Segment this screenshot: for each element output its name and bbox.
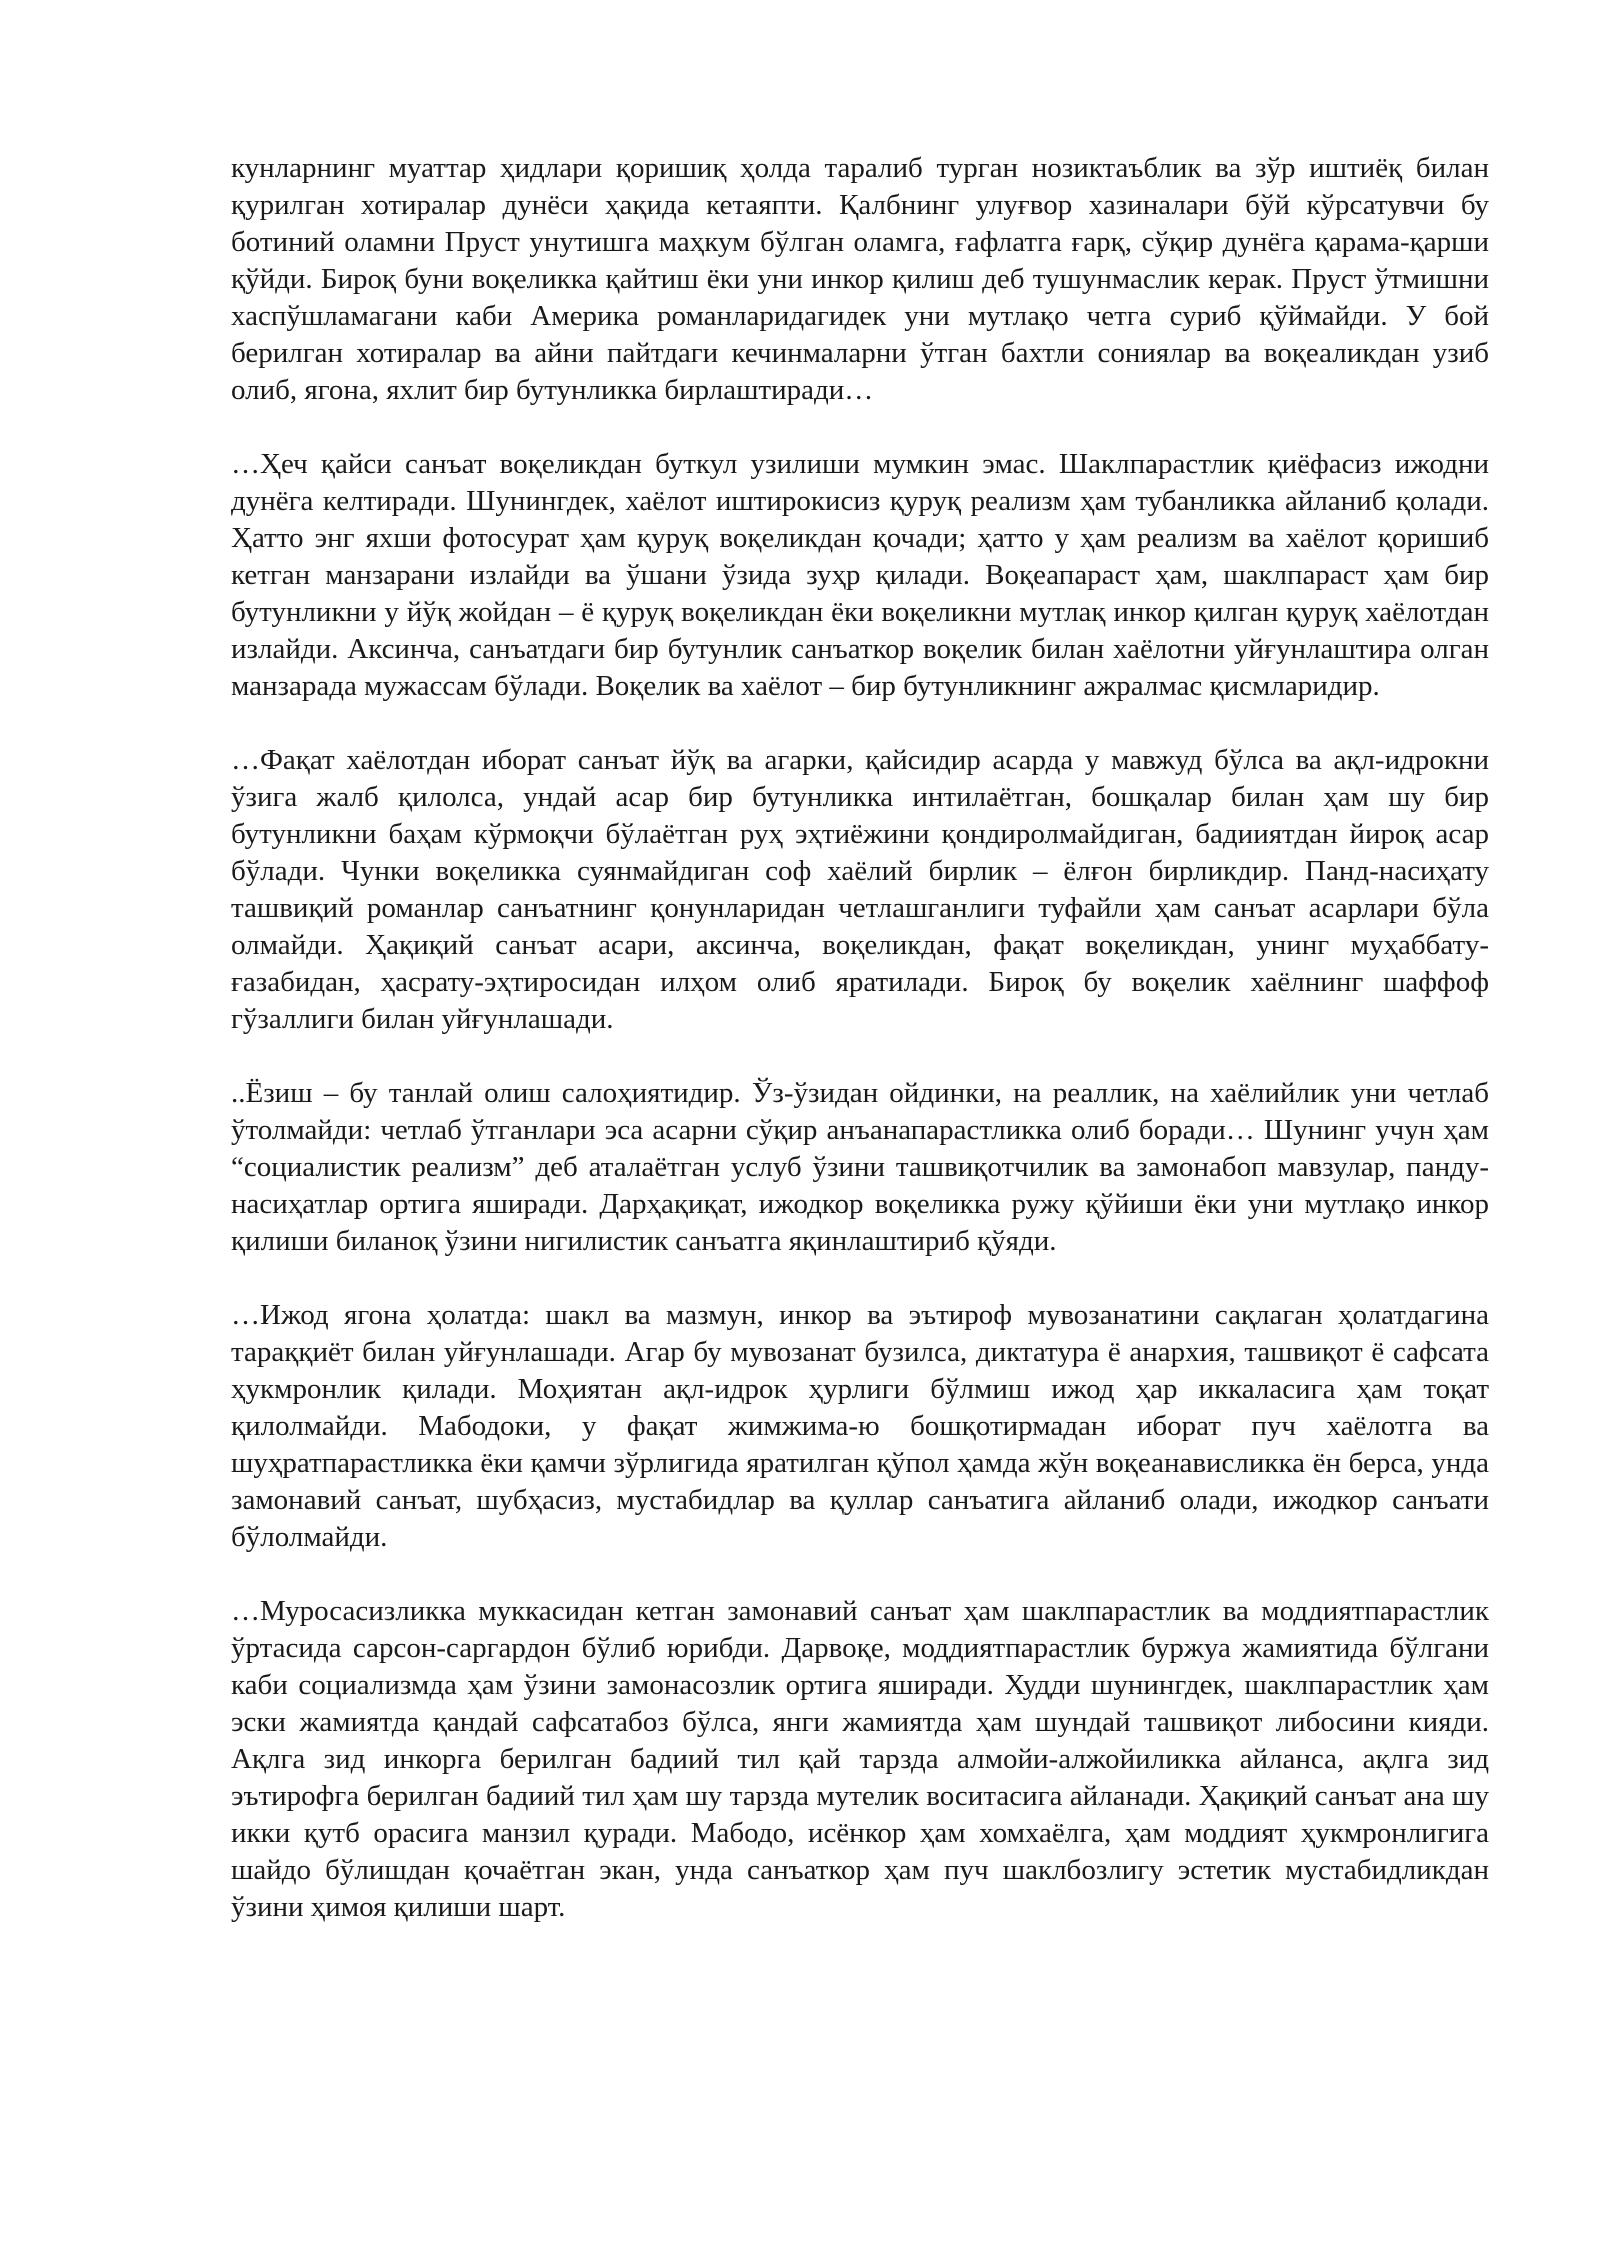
document-page: [231, 150, 1489, 1926]
paragraph: …Ижод ягона ҳолатда: шакл ва мазмун, инкор ва эътироф мувозанатини сақлаган ҳолатдагина тараққиёт билан уйғунлашади. Агар бу мувозанат бузилса, диктатура ё анархия, ташвиқот ё сафсата ҳукмронлик қилади. Моҳиятан ақл-идрок ҳурлиги бўлмиш ижод ҳар иккаласига ҳам тоқат қилолмайди. Мабодоки, у фақат жимжима-ю бошқотирмадан иборат пуч хаёлотга ва шуҳратпарастликка ёки қамчи зўрлигида яратилган қўпол ҳамда жўн воқеанависликка ён берса, унда замонавий санъат, шубҳасиз, мустабидлар ва қуллар санъатига айланиб олади, ижодкор санъати бўлолмайди.: [231, 1299, 1489, 1553]
paragraph: ..Ёзиш – бу танлай олиш салоҳиятидир. Ўз-ўзидан ойдинки, на реаллик, на хаёлийлик уни четлаб ўтолмайди: четлаб ўтганлари эса асарни сўқир анъанапарастликка олиб боради… Шунинг учун ҳам “социалистик реализм” деб аталаётган услуб ўзини ташвиқотчилик ва замонабоп мавзулар, панду-насиҳатлар ортига яширади. Дарҳақиқат, ижодкор воқеликка ружу қўйиши ёки уни мутлақо инкор қилиши биланоқ ўзини нигилистик санъатга яқинлаштириб қўяди.: [231, 1077, 1489, 1257]
paragraph: кунларнинг муаттар ҳидлари қоришиқ ҳолда таралиб турган нозиктаъблик ва зўр иштиёқ билан қурилган хотиралар дунёси ҳақида кетаяпти. Қалбнинг улуғвор хазиналари бўй кўрсатувчи бу ботиний оламни Пруст унутишга маҳкум бўлган оламга, ғафлатга ғарқ, сўқир дунёга қарама-қарши қўйди. Бироқ буни воқеликка қайтиш ёки уни инкор қилиш деб тушунмаслик керак. Пруст ўтмишни хаспўшламагани каби Америка романларидагидек уни мутлақо четга суриб қўймайди. У бой берилган хотиралар ва айни пайтдаги кечинмаларни ўтган бахтли сониялар ва воқеаликдан узиб олиб, ягона, яхлит бир бутунликка бирлаштиради…: [231, 152, 1489, 406]
paragraph: …Фақат хаёлотдан иборат санъат йўқ ва агарки, қайсидир асарда у мавжуд бўлса ва ақл-идрокни ўзига жалб қилолса, ундай асар бир бутунликка интилаётган, бошқалар билан ҳам шу бир бутунликни баҳам кўрмоқчи бўлаётган руҳ эҳтиёжини қондиролмайдиган, бадииятдан йироқ асар бўлади. Чунки воқеликка суянмайдиган соф хаёлий бирлик – ёлғон бирликдир. Панд-насиҳату ташвиқий романлар санъатнинг қонунларидан четлашганлиги туфайли ҳам санъат асарлари бўла олмайди. Ҳақиқий санъат асари, аксинча, воқеликдан, фақат воқеликдан, унинг муҳаббату-ғазабидан, ҳасрату-эҳтиросидан илҳом олиб яратилади. Бироқ бу воқелик хаёлнинг шаффоф гўзаллиги билан уйғунлашади.: [231, 744, 1489, 1035]
paragraph: …Ҳеч қайси санъат воқеликдан буткул узилиши мумкин эмас. Шаклпарастлик қиёфасиз ижодни дунёга келтиради. Шунингдек, хаёлот иштирокисиз қуруқ реализм ҳам тубанликка айланиб қолади. Ҳатто энг яхши фотосурат ҳам қуруқ воқеликдан қочади; ҳатто у ҳам реализм ва хаёлот қоришиб кетган манзарани излайди ва ўшани ўзида зуҳр қилади. Воқеапараст ҳам, шаклпараст ҳам бир бутунликни у йўқ жойдан – ё қуруқ воқеликдан ёки воқеликни мутлақ инкор қилган қуруқ хаёлотдан излайди. Аксинча, санъатдаги бир бутунлик санъаткор воқелик билан хаёлотни уйғунлаштира олган манзарада мужассам бўлади. Воқелик ва хаёлот – бир бутунликнинг ажралмас қисмларидир.: [231, 448, 1489, 702]
paragraph: …Муросасизликка муккасидан кетган замонавий санъат ҳам шаклпарастлик ва моддиятпарастлик ўртасида сарсон-саргардон бўлиб юрибди. Дарвоқе, моддиятпарастлик буржуа жамиятида бўлгани каби социализмда ҳам ўзини замонасозлик ортига яширади. Худди шунингдек, шаклпарастлик ҳам эски жамиятда қандай сафсатабоз бўлса, янги жамиятда ҳам шундай ташвиқот либосини кияди. Ақлга зид инкорга берилган бадиий тил қай тарзда алмойи-алжойиликка айланса, ақлга зид эътирофга берилган бадиий тил ҳам шу тарзда мутелик воситасига айланади. Ҳақиқий санъат ана шу икки қутб орасига манзил қуради. Мабодо, исёнкор ҳам хомхаёлга, ҳам моддият ҳукмронлигига шайдо бўлишдан қочаётган экан, унда санъаткор ҳам пуч шаклбозлигу эстетик мустабидликдан ўзини ҳимоя қилиши шарт.: [231, 1595, 1489, 1923]
